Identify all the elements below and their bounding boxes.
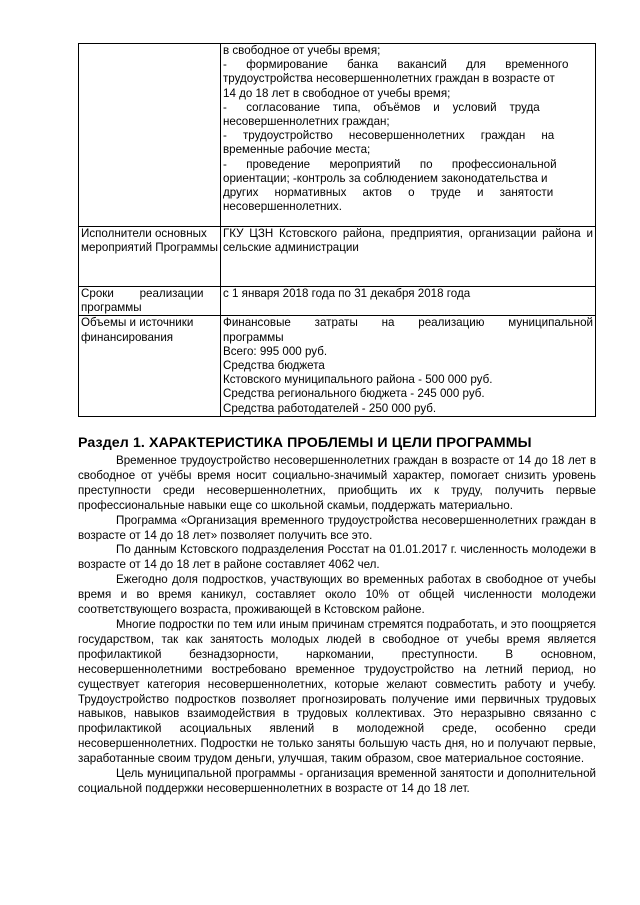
cell-line: 14 до 18 лет в свободное от учебы время; [223,86,451,100]
cell-line: несовершеннолетних. [223,200,342,214]
cell-line: - проведение мероприятий по профессиональной [223,157,557,171]
table-row [79,44,596,227]
cell-line: трудоустройства несовершеннолетних граждан в возрасте от [223,72,555,86]
cell-line: временные рабочие места; [223,143,371,157]
table-row [79,316,596,416]
cell-line: других нормативных актов о труде и занятости [223,186,554,200]
cell-line: - формирование банка вакансий для временного [223,58,569,72]
cell-line: несовершеннолетних граждан; [223,115,390,129]
section-heading: Раздел 1. ХАРАКТЕРИСТИКА ПРОБЛЕМЫ И ЦЕЛИ ПРОГРАММЫ [78,435,532,451]
cell-line: Кстовского муниципального района - 500 000 руб. [223,373,493,387]
program-passport-table [78,43,596,417]
cell-line: в свободное от учебы время; [223,44,381,57]
table-row [79,287,596,316]
row-label: Объемы и источники финансирования [79,316,221,416]
paragraph: Ежегодно доля подростков, участвующих во временных работах в свободное от учебы время и во время каникул, составляет около 10% от общей численности молодежи соответствующего возраста, проживающей в Кстовском районе. [78,573,596,617]
cell-line: ориентации; -контроль за соблюдением законодательства и [223,171,548,185]
paragraph: Программа «Организация временного трудоустройства несовершеннолетних граждан в возрасте от 14 до 18 лет» позволяет получить все это. [78,513,596,542]
cell-line: - трудоустройство несовершеннолетних граждан на [223,129,555,143]
cell-line: - согласование типа, объёмов и условий труда [223,100,540,114]
row-content [221,287,596,316]
cell-line: с 1 января 2018 года по 31 декабря 2018 года [223,287,471,300]
paragraph: По данным Кстовского подразделения Росстат на 01.01.2017 г. численность молодежи в возрасте от 14 до 18 лет в районе составляет 4062 чел. [78,543,596,572]
paragraph: Временное трудоустройство несовершеннолетних граждан в возрасте от 14 до 18 лет в свободное от учёбы время носит социально-значимый характер, помогает снизить уровень преступности среди несовершеннолетних, приобщить их к труду, получить первые профессиональные навыки еще со школьной скамьи, поддержать материально. [78,454,596,512]
cell-line: Средства работодателей - 250 000 руб. [223,401,437,415]
cell-line: Средства бюджета [223,359,325,373]
paragraph: Цель муниципальной программы - организация временной занятости и дополнительной социальной поддержки несовершеннолетних в возрасте от 14 до 18 лет. [78,767,596,795]
cell-line: Финансовые затраты на реализацию муниципальной программы [223,316,597,344]
section-body [78,454,596,797]
row-label: Исполнители основных мероприятий Программы [79,227,221,287]
table-row [79,227,596,287]
row-label: Сроки реализации программы [79,287,221,316]
cell-line: Средства регионального бюджета - 245 000 руб. [223,387,485,401]
row-content [221,44,596,227]
row-content [221,227,596,287]
paragraph: Многие подростки по тем или иным причинам стремятся подработать, и это поощряется государством, так как занятость молодых людей в свободное от учебы время является профилактикой безнадзорности, наркомании, преступности. В основном, несовершеннолетними востребовано временное трудоустройство на летний период, но существует категория несовершеннолетних, которые желают совместить работу и учебу. Трудоустройство подростков позволяет прогнозировать получение ими первичных трудовых навыков, навыков взаимодействия в трудовых коллективах. Это неразрывно связанно с профилактикой асоциальных явлений в молодежной среде, особенно среди несовершеннолетних. Подростки не только заняты большую часть дня, но и получают первые, заработанные своим трудом деньги, улучшая, таким образом, свое материальное состояние. [78,617,596,766]
row-content [221,316,596,416]
cell-line: ГКУ ЦЗН Кстовского района, предприятия, организации района и сельские администрации [223,227,593,255]
row-label [79,44,221,227]
cell-line: Всего: 995 000 руб. [223,344,328,358]
